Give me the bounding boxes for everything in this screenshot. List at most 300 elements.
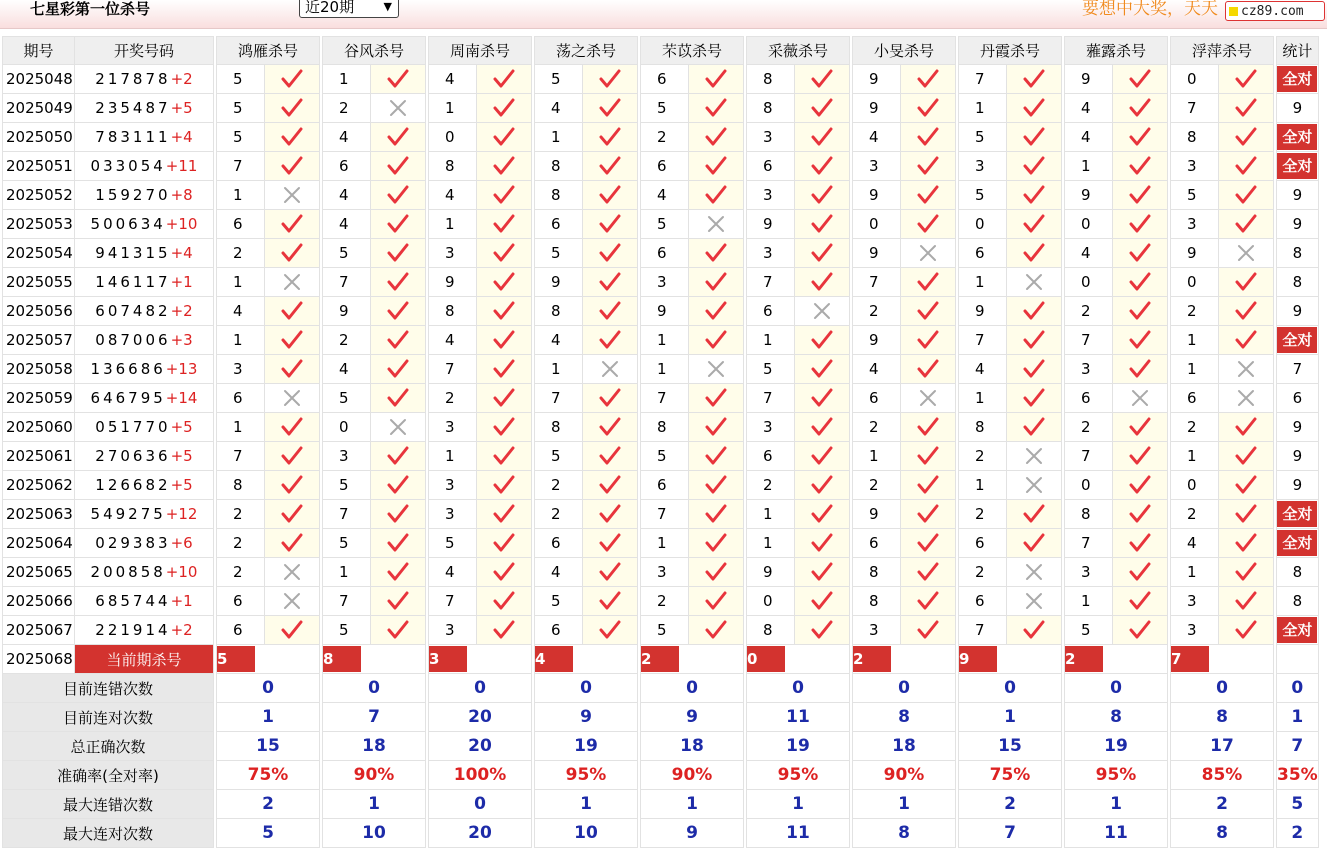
row-stat xyxy=(1277,355,1319,384)
kill-pick: 2 xyxy=(959,442,1007,471)
kill-pick: 1 xyxy=(429,210,477,239)
check-icon xyxy=(583,500,638,529)
stats-value: 18 xyxy=(680,736,704,756)
current-pick-badge: 0 xyxy=(747,646,785,672)
stats-value-cell xyxy=(853,761,956,790)
stats-value: 1 xyxy=(262,707,274,727)
kill-pick: 4 xyxy=(217,297,265,326)
issue-number: 2025054 xyxy=(3,239,75,268)
row-stat xyxy=(1277,297,1319,326)
check-icon xyxy=(689,384,744,413)
stats-row xyxy=(3,703,1319,732)
check-icon xyxy=(901,326,956,355)
check-icon xyxy=(795,181,850,210)
check-icon xyxy=(583,123,638,152)
kill-pick: 9 xyxy=(323,297,371,326)
kill-pick: 5 xyxy=(959,123,1007,152)
draw-extra: +14 xyxy=(165,389,198,407)
cross-icon xyxy=(901,384,956,413)
kill-pick: 0 xyxy=(1065,471,1113,500)
kill-pick: 7 xyxy=(747,268,795,297)
kill-pick: 7 xyxy=(323,500,371,529)
check-icon xyxy=(1007,65,1062,94)
draw-extra: +8 xyxy=(170,186,193,204)
row-stat xyxy=(1277,239,1319,268)
draw-main: 136686 xyxy=(90,360,166,378)
draw-extra: +12 xyxy=(165,505,198,523)
col-header-expert[interactable]: 蕥露杀号 xyxy=(1065,37,1168,65)
correct-count: 8 xyxy=(1292,244,1303,262)
draw-numbers xyxy=(75,355,214,384)
stats-value-cell xyxy=(959,790,1062,819)
stats-value-cell xyxy=(323,674,426,703)
draw-extra: +5 xyxy=(170,447,193,465)
table-row xyxy=(3,384,1319,413)
check-icon xyxy=(689,529,744,558)
kill-pick: 7 xyxy=(1065,326,1113,355)
check-icon xyxy=(1219,471,1274,500)
stats-value: 1 xyxy=(1004,707,1016,727)
stats-value: 17 xyxy=(1210,736,1234,756)
all-correct-badge: 全对 xyxy=(1277,124,1317,150)
draw-main: 270636 xyxy=(95,447,171,465)
kill-pick: 3 xyxy=(641,268,689,297)
kill-pick: 8 xyxy=(1065,500,1113,529)
kill-pick: 8 xyxy=(747,94,795,123)
stats-value: 100% xyxy=(453,765,507,785)
stats-value: 0 xyxy=(898,678,910,698)
stats-value-cell xyxy=(217,703,320,732)
stats-value-cell xyxy=(853,674,956,703)
period-select-value: 近20期 xyxy=(305,0,355,16)
kill-pick: 1 xyxy=(747,326,795,355)
all-correct-badge: 全对 xyxy=(1277,617,1317,643)
kill-pick: 4 xyxy=(1065,94,1113,123)
check-icon xyxy=(1113,500,1168,529)
check-icon xyxy=(583,471,638,500)
header-row xyxy=(3,37,1319,65)
stats-value: 85% xyxy=(1201,765,1243,785)
check-icon xyxy=(477,326,532,355)
check-icon xyxy=(265,297,320,326)
stats-value-cell xyxy=(853,819,956,848)
logo-icon xyxy=(1229,7,1238,16)
row-stat xyxy=(1277,268,1319,297)
draw-main: 685744 xyxy=(95,592,171,610)
row-stat xyxy=(1277,210,1319,239)
check-icon xyxy=(901,181,956,210)
issue-number: 2025048 xyxy=(3,65,75,94)
stats-value: 18 xyxy=(362,736,386,756)
col-header-expert[interactable]: 芣苡杀号 xyxy=(641,37,744,65)
draw-numbers xyxy=(75,529,214,558)
kill-pick: 7 xyxy=(641,384,689,413)
check-icon xyxy=(371,616,426,645)
correct-count: 8 xyxy=(1292,563,1303,581)
stats-value: 95% xyxy=(565,765,607,785)
stats-value: 1 xyxy=(1110,794,1122,814)
check-icon xyxy=(795,384,850,413)
table-row xyxy=(3,239,1319,268)
kill-pick: 2 xyxy=(959,500,1007,529)
draw-extra: +6 xyxy=(170,534,193,552)
table-row xyxy=(3,413,1319,442)
kill-pick: 7 xyxy=(959,616,1007,645)
all-correct-badge: 全对 xyxy=(1277,501,1317,527)
kill-pick: 9 xyxy=(1171,239,1219,268)
stats-value: 0 xyxy=(368,678,380,698)
all-correct-badge: 全对 xyxy=(1277,66,1317,92)
stats-value: 11 xyxy=(786,707,810,727)
check-icon xyxy=(1007,94,1062,123)
check-icon xyxy=(1219,65,1274,94)
kill-pick: 8 xyxy=(535,152,583,181)
stats-value: 2 xyxy=(262,794,274,814)
col-header-expert[interactable]: 谷风杀号 xyxy=(323,37,426,65)
kill-pick: 7 xyxy=(217,152,265,181)
kill-pick: 0 xyxy=(1065,210,1113,239)
kill-pick: 1 xyxy=(217,413,265,442)
check-icon xyxy=(583,210,638,239)
kill-pick: 1 xyxy=(747,500,795,529)
kill-pick: 1 xyxy=(959,94,1007,123)
kill-pick: 4 xyxy=(535,94,583,123)
kill-pick: 2 xyxy=(747,471,795,500)
kill-pick: 7 xyxy=(747,384,795,413)
draw-main: 051770 xyxy=(95,418,171,436)
kill-pick: 6 xyxy=(1171,384,1219,413)
cross-icon xyxy=(265,558,320,587)
col-header-expert[interactable]: 浮萍杀号 xyxy=(1171,37,1274,65)
draw-numbers xyxy=(75,268,214,297)
stats-value-cell xyxy=(1171,732,1274,761)
draw-numbers xyxy=(75,326,214,355)
stats-label: 准确率(全对率) xyxy=(3,761,214,790)
draw-numbers xyxy=(75,587,214,616)
row-stat xyxy=(1277,94,1319,123)
check-icon xyxy=(1219,152,1274,181)
table-row xyxy=(3,65,1319,94)
stats-value-cell xyxy=(217,732,320,761)
stats-value-cell xyxy=(959,732,1062,761)
current-pick-cell xyxy=(959,645,1062,674)
check-icon xyxy=(689,413,744,442)
issue-number: 2025058 xyxy=(3,355,75,384)
stats-value-cell xyxy=(959,819,1062,848)
check-icon xyxy=(371,268,426,297)
kill-pick: 6 xyxy=(535,616,583,645)
check-icon xyxy=(477,65,532,94)
stats-value: 1 xyxy=(792,794,804,814)
cross-icon xyxy=(583,355,638,384)
check-icon xyxy=(795,558,850,587)
check-icon xyxy=(795,326,850,355)
kill-pick: 7 xyxy=(1065,529,1113,558)
current-pick-badge: 5 xyxy=(217,646,255,672)
stats-value-cell xyxy=(641,674,744,703)
kill-pick: 5 xyxy=(429,529,477,558)
kill-pick: 9 xyxy=(853,94,901,123)
current-stat-empty xyxy=(1277,645,1319,674)
kill-pick: 5 xyxy=(217,65,265,94)
kill-pick: 5 xyxy=(641,94,689,123)
check-icon xyxy=(1007,326,1062,355)
kill-pick: 2 xyxy=(1065,413,1113,442)
check-icon xyxy=(795,210,850,239)
correct-count: 8 xyxy=(1292,273,1303,291)
check-icon xyxy=(1219,94,1274,123)
stats-value: 2 xyxy=(1004,794,1016,814)
draw-numbers xyxy=(75,558,214,587)
check-icon xyxy=(265,616,320,645)
kill-pick: 4 xyxy=(323,355,371,384)
stats-value-cell xyxy=(535,732,638,761)
kill-pick: 4 xyxy=(429,326,477,355)
kill-pick: 8 xyxy=(853,587,901,616)
issue-number: 2025052 xyxy=(3,181,75,210)
check-icon xyxy=(265,210,320,239)
stats-value-cell xyxy=(641,819,744,848)
kill-pick: 3 xyxy=(853,152,901,181)
stats-value: 8 xyxy=(1216,823,1228,843)
current-pick-cell xyxy=(641,645,744,674)
check-icon xyxy=(1219,616,1274,645)
kill-pick: 6 xyxy=(641,239,689,268)
check-icon xyxy=(689,442,744,471)
kill-pick: 2 xyxy=(853,413,901,442)
current-issue: 2025068 xyxy=(3,645,75,674)
check-icon xyxy=(583,181,638,210)
stats-label: 最大连错次数 xyxy=(3,790,214,819)
current-pick-badge: 2 xyxy=(853,646,891,672)
issue-number: 2025060 xyxy=(3,413,75,442)
kill-pick: 2 xyxy=(959,558,1007,587)
check-icon xyxy=(1113,239,1168,268)
check-icon xyxy=(795,442,850,471)
stats-total: 5 xyxy=(1291,794,1304,814)
check-icon xyxy=(477,500,532,529)
check-icon xyxy=(477,239,532,268)
kill-pick: 4 xyxy=(323,123,371,152)
stats-value: 7 xyxy=(1004,823,1016,843)
check-icon xyxy=(901,152,956,181)
kill-pick: 1 xyxy=(429,442,477,471)
current-pick-badge: 2 xyxy=(641,646,679,672)
all-correct-badge: 全对 xyxy=(1277,327,1317,353)
check-icon xyxy=(265,500,320,529)
check-icon xyxy=(1219,181,1274,210)
stats-value: 18 xyxy=(892,736,916,756)
kill-pick: 9 xyxy=(853,500,901,529)
draw-numbers xyxy=(75,297,214,326)
stats-value-cell xyxy=(1065,761,1168,790)
col-header-expert[interactable]: 小旻杀号 xyxy=(853,37,956,65)
check-icon xyxy=(795,268,850,297)
check-icon xyxy=(1113,616,1168,645)
check-icon xyxy=(689,297,744,326)
check-icon xyxy=(1219,442,1274,471)
col-header-expert[interactable]: 荡之杀号 xyxy=(535,37,638,65)
stats-value-cell xyxy=(1065,790,1168,819)
correct-count: 9 xyxy=(1292,302,1303,320)
draw-numbers xyxy=(75,239,214,268)
issue-number: 2025057 xyxy=(3,326,75,355)
kill-pick: 8 xyxy=(747,616,795,645)
cross-icon xyxy=(1219,384,1274,413)
kill-pick: 3 xyxy=(747,413,795,442)
check-icon xyxy=(1113,268,1168,297)
kill-pick: 3 xyxy=(429,471,477,500)
kill-pick: 6 xyxy=(959,529,1007,558)
check-icon xyxy=(265,326,320,355)
stats-total: 1 xyxy=(1291,707,1304,727)
kill-pick: 6 xyxy=(535,529,583,558)
stats-value: 11 xyxy=(786,823,810,843)
cross-icon xyxy=(689,355,744,384)
check-icon xyxy=(583,326,638,355)
stats-value: 2 xyxy=(1216,794,1228,814)
row-stat xyxy=(1277,558,1319,587)
kill-pick: 2 xyxy=(641,123,689,152)
issue-number: 2025066 xyxy=(3,587,75,616)
draw-extra: +10 xyxy=(165,563,198,581)
check-icon xyxy=(265,94,320,123)
check-icon xyxy=(689,558,744,587)
col-header-expert[interactable]: 周南杀号 xyxy=(429,37,532,65)
check-icon xyxy=(1113,355,1168,384)
kill-pick: 4 xyxy=(429,65,477,94)
draw-main: 607482 xyxy=(95,302,171,320)
kill-pick: 2 xyxy=(641,587,689,616)
kill-pick: 3 xyxy=(1065,558,1113,587)
row-stat xyxy=(1277,616,1319,645)
kill-pick: 9 xyxy=(1065,181,1113,210)
kill-pick: 5 xyxy=(1065,616,1113,645)
stats-value-cell xyxy=(217,819,320,848)
kill-pick: 4 xyxy=(323,210,371,239)
row-stat xyxy=(1277,587,1319,616)
current-pick-cell xyxy=(853,645,956,674)
row-stat xyxy=(1277,123,1319,152)
check-icon xyxy=(689,94,744,123)
check-icon xyxy=(1113,65,1168,94)
current-pick-cell xyxy=(747,645,850,674)
kill-pick: 5 xyxy=(217,123,265,152)
stats-value: 90% xyxy=(883,765,925,785)
stats-value-cell xyxy=(747,761,850,790)
check-icon xyxy=(1113,442,1168,471)
check-icon xyxy=(1113,210,1168,239)
stats-value: 1 xyxy=(686,794,698,814)
kill-pick: 2 xyxy=(1171,413,1219,442)
top-bar xyxy=(0,0,1327,29)
stats-value: 15 xyxy=(998,736,1022,756)
kill-pick: 5 xyxy=(323,529,371,558)
kill-pick: 3 xyxy=(1171,587,1219,616)
kill-pick: 2 xyxy=(217,500,265,529)
kill-pick: 2 xyxy=(1065,297,1113,326)
kill-pick: 1 xyxy=(217,268,265,297)
check-icon xyxy=(371,239,426,268)
kill-pick: 8 xyxy=(959,413,1007,442)
check-icon xyxy=(901,268,956,297)
check-icon xyxy=(795,355,850,384)
kill-pick: 3 xyxy=(429,616,477,645)
check-icon xyxy=(371,297,426,326)
kill-pick: 5 xyxy=(1171,181,1219,210)
check-icon xyxy=(265,152,320,181)
kill-pick: 9 xyxy=(429,268,477,297)
kill-pick: 1 xyxy=(1171,326,1219,355)
check-icon xyxy=(583,239,638,268)
draw-main: 549275 xyxy=(90,505,166,523)
kill-pick: 7 xyxy=(959,326,1007,355)
check-icon xyxy=(795,94,850,123)
stats-value: 20 xyxy=(468,707,492,727)
check-icon xyxy=(477,297,532,326)
check-icon xyxy=(901,500,956,529)
row-stat xyxy=(1277,326,1319,355)
check-icon xyxy=(477,587,532,616)
stats-value-cell xyxy=(959,703,1062,732)
col-header-issue: 期号 xyxy=(3,37,75,65)
stats-value-cell xyxy=(641,790,744,819)
stats-label: 目前连对次数 xyxy=(3,703,214,732)
check-icon xyxy=(1113,529,1168,558)
check-icon xyxy=(371,181,426,210)
current-pick-cell xyxy=(323,645,426,674)
kill-pick: 3 xyxy=(641,558,689,587)
stats-label: 最大连对次数 xyxy=(3,819,214,848)
stats-value-cell xyxy=(323,819,426,848)
check-icon xyxy=(1113,326,1168,355)
check-icon xyxy=(477,471,532,500)
cross-icon xyxy=(1007,471,1062,500)
stats-value-cell xyxy=(641,761,744,790)
row-stat xyxy=(1277,442,1319,471)
check-icon xyxy=(901,413,956,442)
stats-value-cell xyxy=(535,761,638,790)
period-select[interactable] xyxy=(299,0,399,18)
stats-value-cell xyxy=(747,703,850,732)
kill-pick: 8 xyxy=(429,297,477,326)
kill-pick: 1 xyxy=(641,355,689,384)
col-header-expert[interactable]: 鸿雁杀号 xyxy=(217,37,320,65)
col-header-expert[interactable]: 丹霞杀号 xyxy=(959,37,1062,65)
kill-pick: 8 xyxy=(1171,123,1219,152)
kill-pick: 6 xyxy=(217,616,265,645)
table-row xyxy=(3,94,1319,123)
kill-pick: 0 xyxy=(1171,268,1219,297)
kill-pick: 4 xyxy=(429,181,477,210)
check-icon xyxy=(1219,123,1274,152)
check-icon xyxy=(689,326,744,355)
col-header-expert[interactable]: 采薇杀号 xyxy=(747,37,850,65)
draw-main: 783111 xyxy=(95,128,171,146)
site-logo[interactable] xyxy=(1225,1,1325,21)
check-icon xyxy=(901,471,956,500)
draw-main: 126682 xyxy=(95,476,171,494)
check-icon xyxy=(795,413,850,442)
stats-total-cell xyxy=(1277,761,1319,790)
check-icon xyxy=(1219,326,1274,355)
stats-value: 0 xyxy=(1110,678,1122,698)
stats-value: 95% xyxy=(1095,765,1137,785)
kill-pick: 2 xyxy=(217,239,265,268)
stats-value-cell xyxy=(429,674,532,703)
stats-value-cell xyxy=(853,732,956,761)
kill-pick: 3 xyxy=(747,181,795,210)
